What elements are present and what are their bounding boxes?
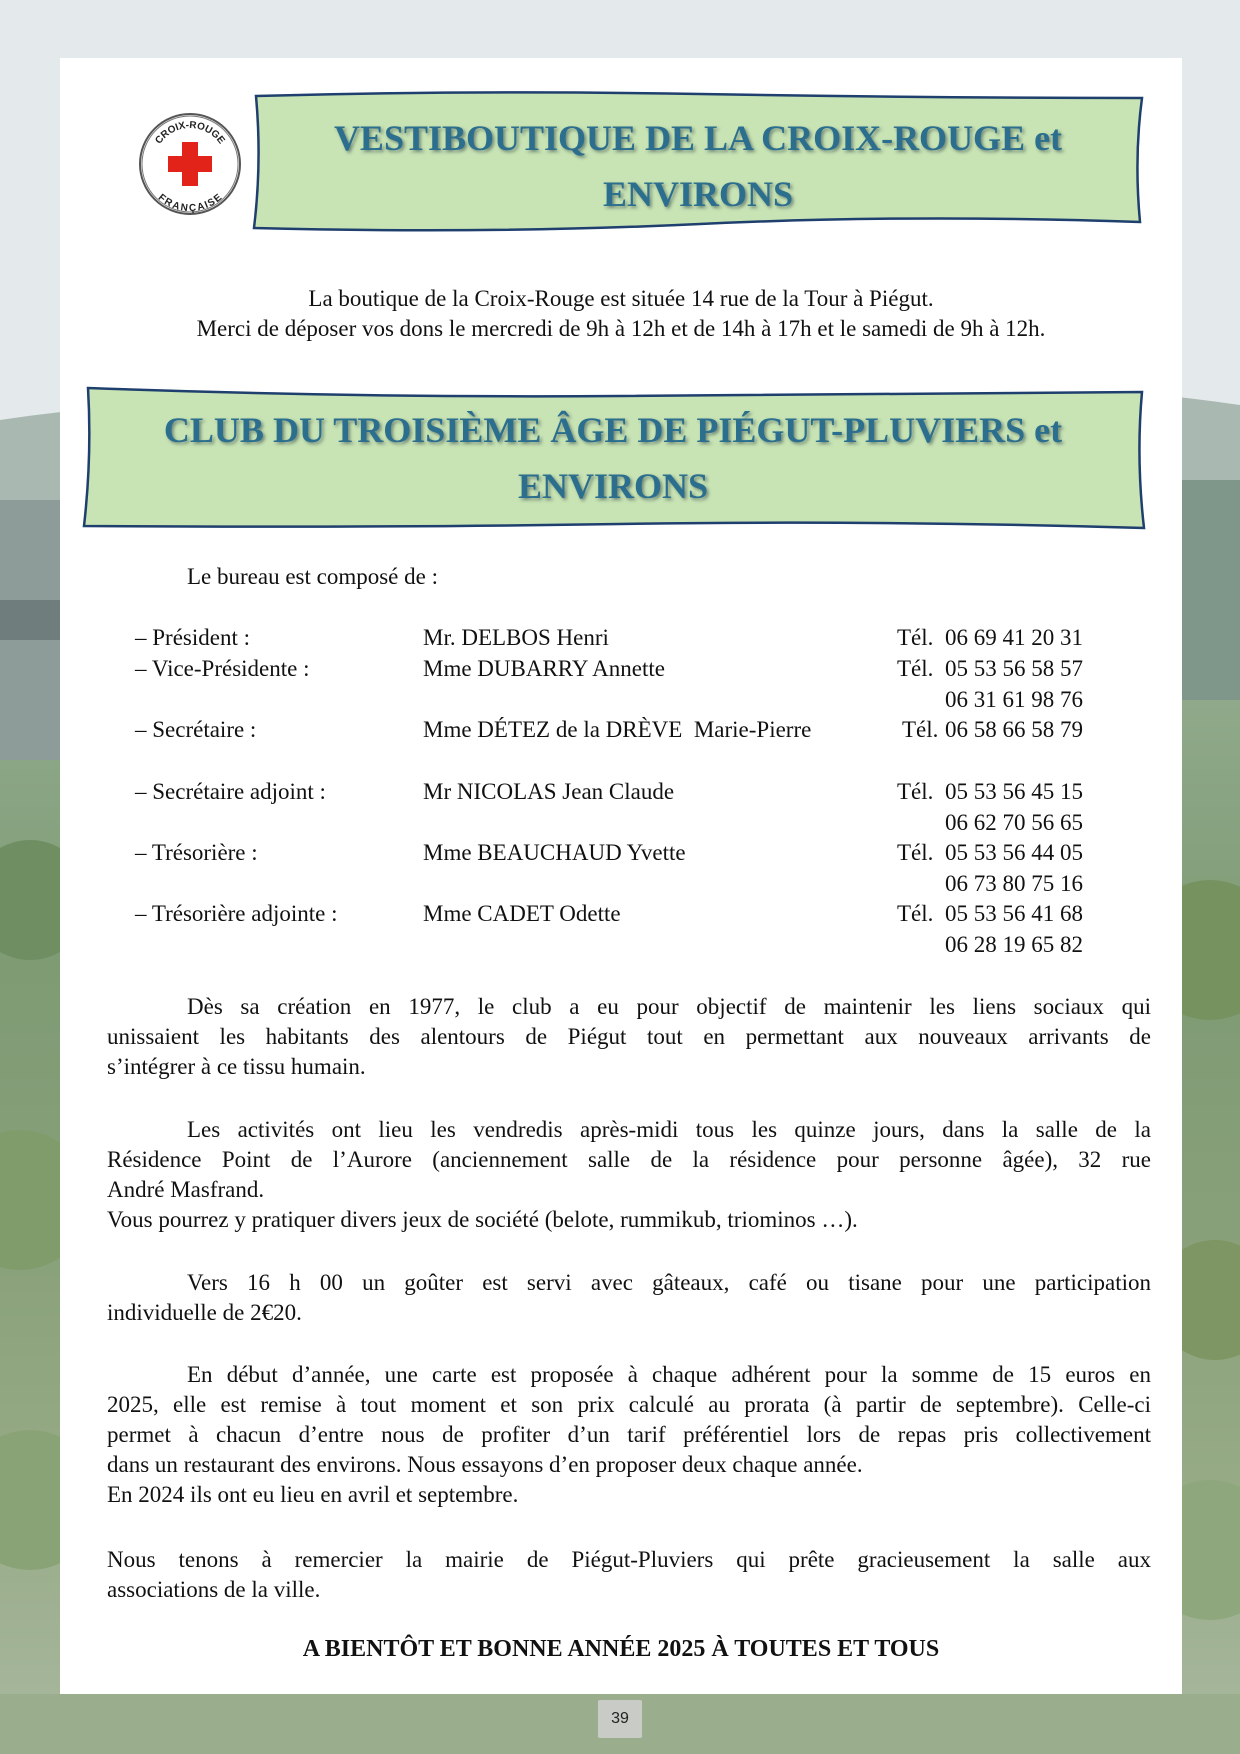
member-name: Mme CADET Odette [423, 901, 621, 926]
tel-label: Tél. [902, 717, 939, 742]
paragraph-history: Dès sa création en 1977, le club a eu pour objectif de maintenir les liens sociaux qui unissaient les habitants des alentours de Piégut tout en permettant aux nouveaux arrivants de s’intégrer à ce tissu humain. [107, 994, 1151, 1079]
member-row [135, 715, 1155, 745]
member-row [135, 838, 1155, 868]
member-phone: 06 28 19 65 82 [945, 932, 1083, 957]
member-row [135, 899, 1155, 929]
member-role: – Secrétaire : [135, 717, 257, 742]
member-name: Mme DÉTEZ de la DRÈVE Marie-Pierre [423, 717, 812, 742]
member-phone: 05 53 56 58 57 [945, 656, 1083, 681]
member-row-continued [135, 685, 1155, 715]
closing-wishes: A BIENTÔT ET BONNE ANNÉE 2025 À TOUTES ET TOUS [302, 1636, 940, 1662]
member-phone: 06 31 61 98 76 [945, 687, 1083, 712]
member-row-continued [135, 869, 1155, 899]
member-row-continued [135, 930, 1155, 960]
logo-text-bottom: FRANÇAISE [155, 192, 225, 215]
member-role: – Trésorière : [135, 840, 258, 865]
paragraph-membership-card: En début d’année, une carte est proposée à chaque adhérent pour la somme de 15 euros en 2025, elle est remise à tout moment et son prix calculé au prorata (à partir de septembre). Celle-ci permet à chacun d’entre nous de profiter d’un tarif préférentiel lors de repas pris collectivement dans un restaurant des environs. Nous essayons d’en proposer deux chaque année. En 2024 ils ont eu lieu en avril et septembre. [107, 1362, 1151, 1507]
member-role: – Secrétaire adjoint : [135, 779, 326, 804]
tel-label: Tél. [897, 656, 934, 681]
member-name: Mr NICOLAS Jean Claude [423, 779, 675, 804]
member-phone: 06 73 80 75 16 [945, 871, 1083, 896]
member-name: Mr. DELBOS Henri [423, 625, 609, 650]
logo-text-top: CROIX-ROUGE [153, 119, 227, 147]
member-phone: 06 62 70 56 65 [945, 810, 1083, 835]
member-row [135, 654, 1155, 684]
boutique-address: La boutique de la Croix-Rouge est située 14 rue de la Tour à Piégut. [308, 286, 934, 311]
boutique-hours: Merci de déposer vos dons le mercredi de 9h à 12h et de 14h à 17h et le samedi de 9h à 12h. [196, 316, 1046, 341]
boutique-info [60, 284, 1182, 344]
club-title: CLUB DU TROISIÈME ÂGE DE PIÉGUT-PLUVIERS et ENVIRONS [163, 410, 1063, 506]
member-phone: 05 53 56 45 15 [945, 779, 1083, 804]
vestiboutique-banner [250, 88, 1146, 236]
member-row [135, 623, 1155, 653]
paragraph-snack: Vers 16 h 00 un goûter est servi avec gâteaux, café ou tisane pour une participation individuelle de 2€20. [107, 1270, 1151, 1325]
tel-label: Tél. [897, 840, 934, 865]
member-row-continued [135, 808, 1155, 838]
member-role: – Vice-Présidente : [135, 656, 310, 681]
paragraph-activities: Les activités ont lieu les vendredis après-midi tous les quinze jours, dans la salle de la Résidence Point de l’Aurore (anciennement salle de la résidence pour personne âgée), 32 rue André Masfrand. Vous pourrez y pratiquer divers jeux de société (belote, rummikub, triominos …). [107, 1117, 1151, 1232]
vestiboutique-title: VESTIBOUTIQUE DE LA CROIX-ROUGE et ENVIRONS [333, 118, 1063, 214]
club-banner [80, 378, 1146, 532]
bureau-intro: Le bureau est composé de : [187, 564, 438, 589]
member-row [135, 777, 1155, 807]
tel-label: Tél. [897, 779, 934, 804]
tel-label: Tél. [897, 901, 934, 926]
member-role: – Trésorière adjointe : [135, 901, 338, 926]
paragraph-thanks: Nous tenons à remercier la mairie de Piégut-Pluviers qui prête gracieusement la salle aux associations de la ville. [107, 1547, 1151, 1602]
tel-label: Tél. [897, 625, 934, 650]
member-role: – Président : [135, 625, 250, 650]
member-phone: 05 53 56 41 68 [945, 901, 1083, 926]
member-name: Mme DUBARRY Annette [423, 656, 665, 681]
croix-rouge-logo [136, 110, 244, 218]
member-phone: 05 53 56 44 05 [945, 840, 1083, 865]
page-number: 39 [598, 1700, 642, 1738]
member-phone: 06 69 41 20 31 [945, 625, 1083, 650]
member-phone: 06 58 66 58 79 [945, 717, 1083, 742]
member-name: Mme BEAUCHAUD Yvette [423, 840, 686, 865]
